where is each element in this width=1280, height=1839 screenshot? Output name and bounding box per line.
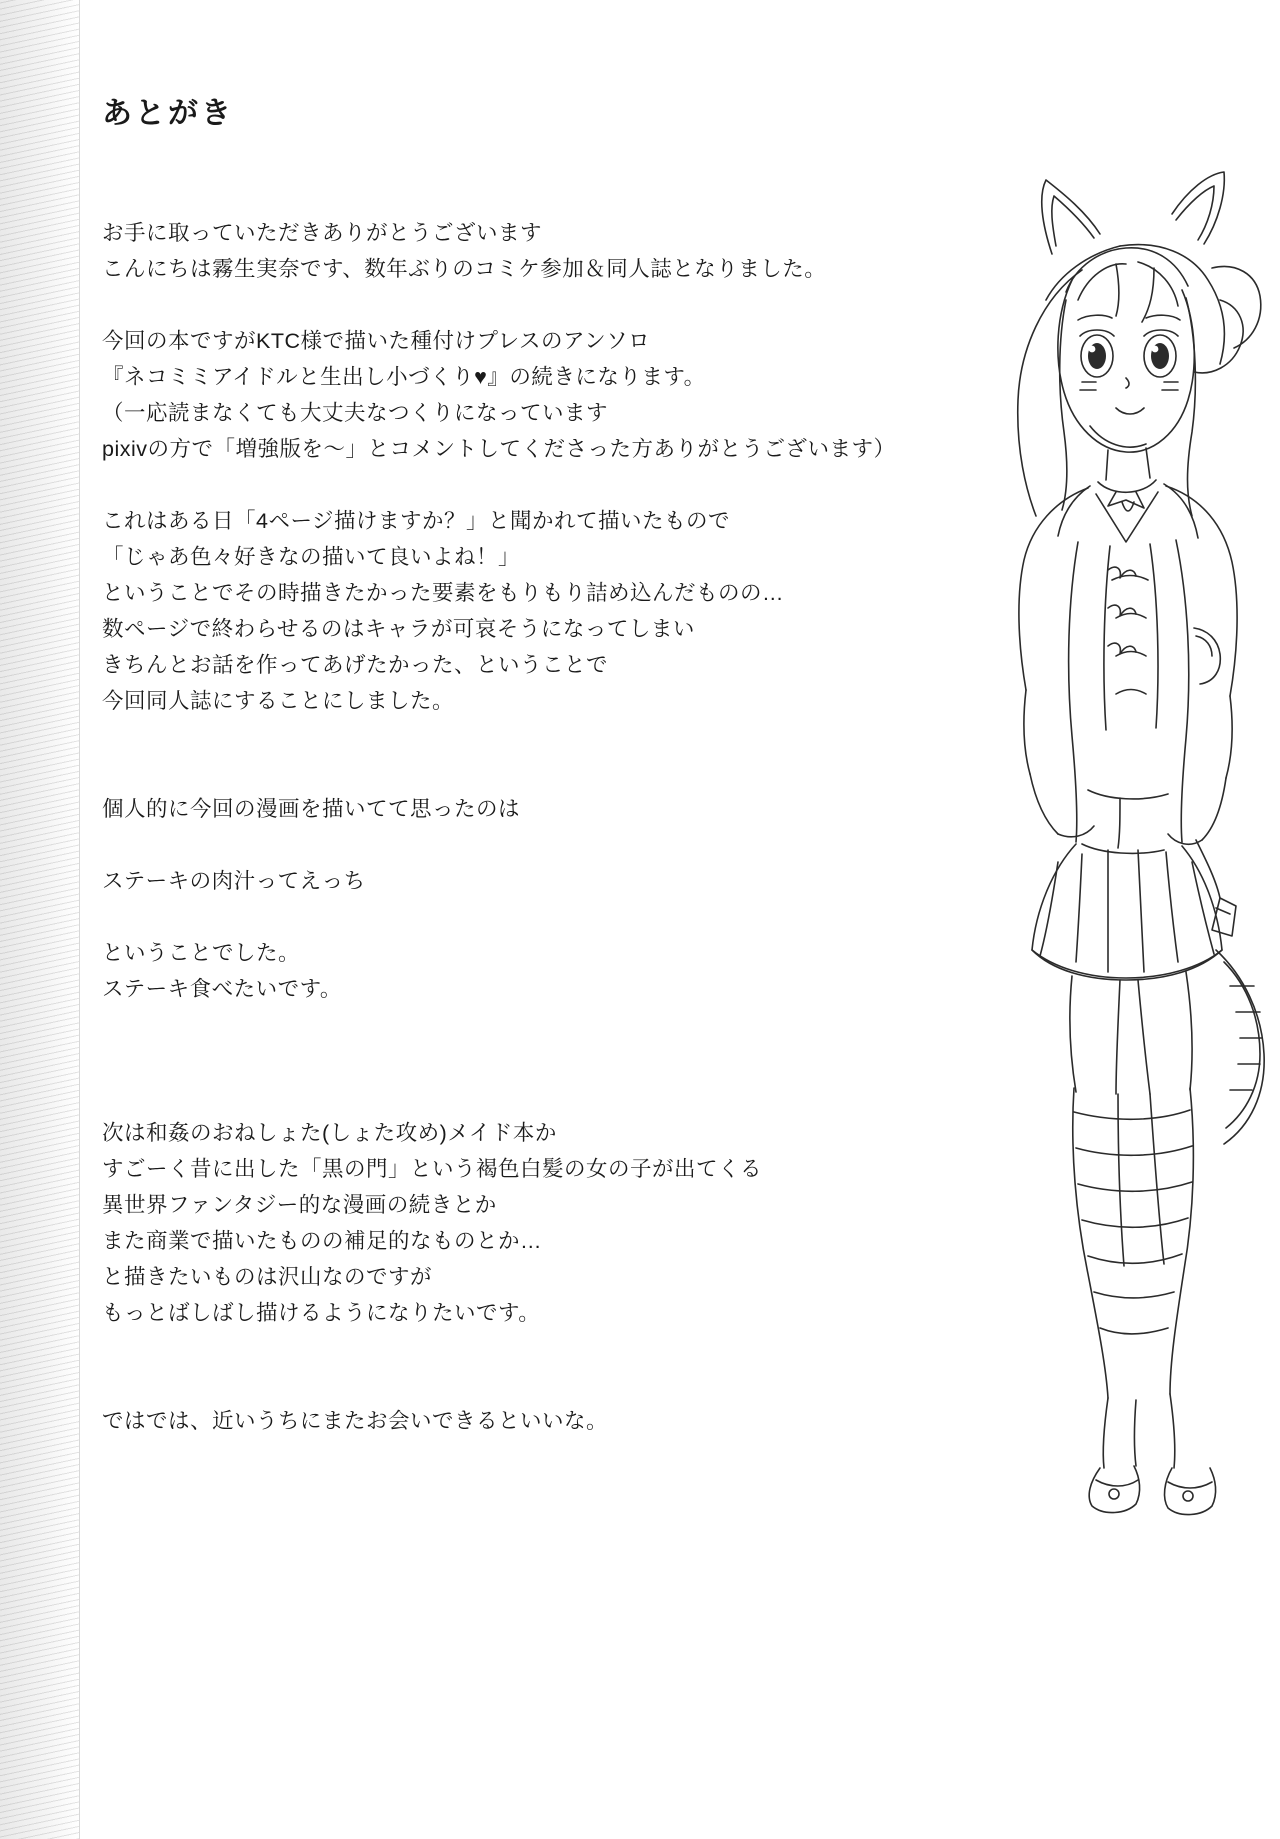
text-line: ということでした。 [102, 941, 301, 965]
paragraph-about-book [102, 323, 922, 467]
spacer [102, 1367, 922, 1403]
scan-gutter [0, 0, 80, 1839]
spacer [102, 755, 922, 791]
text-line: 異世界ファンタジー的な漫画の続きとか [102, 1193, 497, 1217]
text-line: と描きたいものは沢山なのですが [102, 1265, 433, 1289]
text-line: また商業で描いたものの補足的なものとか… [102, 1229, 543, 1253]
paragraph-greeting [102, 215, 922, 287]
text-line: きちんとお話を作ってあげたかった、ということで [102, 653, 609, 677]
text-line: ステーキ食べたいです。 [102, 977, 342, 1001]
text-line: ではでは、近いうちにまたお会いできるといいな。 [102, 1409, 609, 1433]
text-line: お手に取っていただきありがとうございます [102, 221, 543, 245]
text-line: こんにちは霧生実奈です、数年ぶりのコミケ参加＆同人誌となりました。 [102, 257, 827, 281]
text-line: もっとばしばし描けるようになりたいです。 [102, 1301, 541, 1325]
text-line: 今回の本ですがKTC様で描いた種付けプレスのアンソロ [102, 329, 651, 353]
text-line: これはある日「4ページ描けますか？」と聞かれて描いたもので [102, 509, 731, 533]
paragraph-steak-line [102, 863, 922, 899]
text-line: すごーく昔に出した「黒の門」という褐色白髪の女の子が出てくる [102, 1157, 763, 1181]
text-line: 次は和姦のおねしょた(しょた攻め)メイド本か [102, 1121, 557, 1145]
paragraph-origin [102, 503, 922, 719]
paragraph-steak-followup [102, 935, 922, 1007]
text-line: 「じゃあ色々好きなの描いて良いよね！」 [102, 545, 521, 569]
text-line: 数ページで終わらせるのはキャラが可哀そうになってしまい [102, 617, 695, 641]
spacer [102, 1043, 922, 1079]
spacer [102, 1079, 922, 1115]
paragraph-next-plans [102, 1115, 922, 1331]
text-line: 今回同人誌にすることにしました。 [102, 689, 455, 713]
page-content [80, 0, 1280, 1839]
paragraph-closing [102, 1403, 922, 1439]
text-line: 『ネコミミアイドルと生出し小づくり♥』の続きになります。 [102, 365, 706, 389]
page-title: あとがき [102, 97, 234, 130]
paragraph-thoughts [102, 791, 922, 827]
text-line: ということでその時描きたかった要素をもりもり詰め込んだものの… [102, 581, 785, 605]
text-line: pixivの方で「増強版を～」とコメントしてくださった方ありがとうございます） [102, 437, 896, 461]
text-line: ステーキの肉汁ってえっち [102, 869, 366, 893]
afterword-body [102, 215, 922, 1475]
text-line: 個人的に今回の漫画を描いてて思ったのは [102, 797, 521, 821]
text-line: （一応読まなくても大丈夫なつくりになっています [102, 401, 609, 425]
